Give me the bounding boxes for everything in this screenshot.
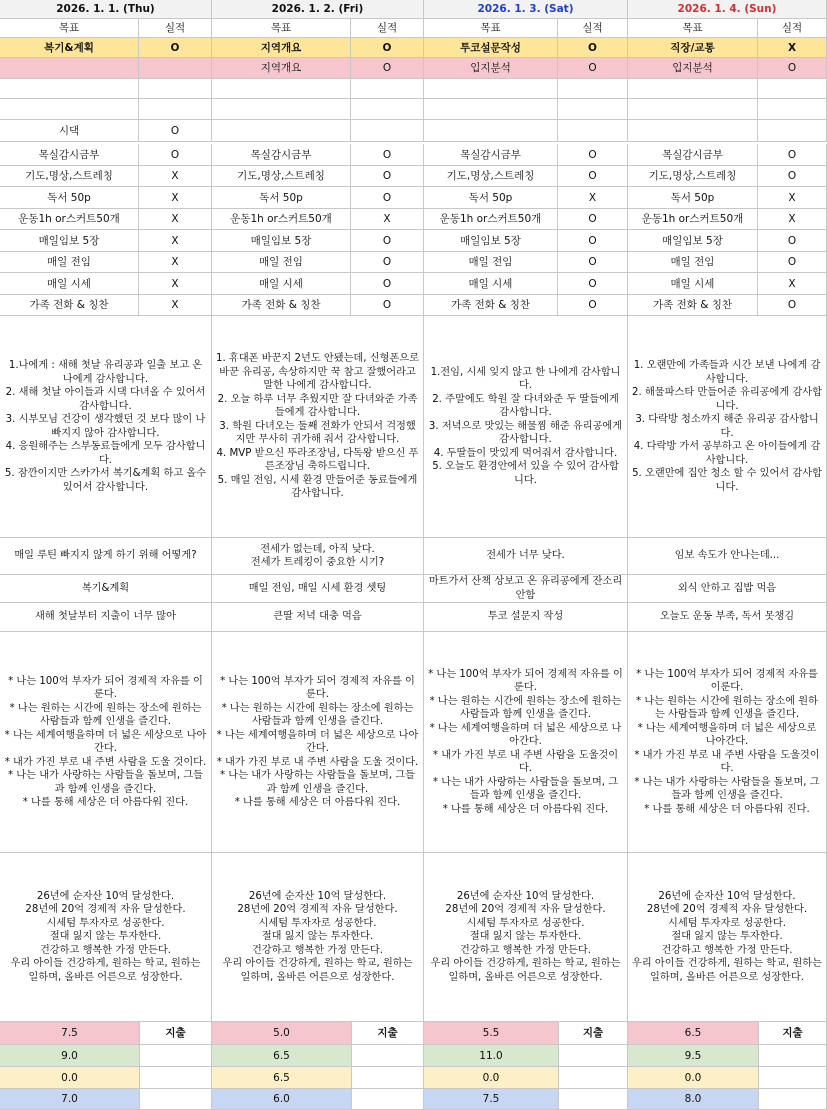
good-deed-cell[interactable]: 외식 안하고 집밥 먹음	[628, 575, 827, 603]
habit-name-cell[interactable]: 매일 전임	[212, 252, 351, 273]
value-green-cell[interactable]: 9.0	[0, 1045, 140, 1067]
gratitude-cell[interactable]: 1. 오랜만에 가족들과 시간 보낸 나에게 감사합니다. 2. 해물파스타 만들어준 유리공에게 감사합니다. 3. 다락방 청소까지 해준 유리공 감사합니다. 4. 다락방 가서 공부하고 온 아이들에게 감사합니다. 5. 오랜만에 집안 청소 할 수 있어서 감사합니다.	[628, 316, 827, 538]
value-blue-cell[interactable]: 7.0	[0, 1089, 140, 1110]
habit-result-cell[interactable]: O	[558, 273, 628, 295]
extra-goal-cell[interactable]	[212, 120, 351, 142]
empty-goal-cell[interactable]	[212, 79, 351, 99]
habit-result-cell[interactable]: X	[139, 187, 212, 209]
habit-name-cell[interactable]: 독서 50p	[212, 187, 351, 209]
goal-column-header[interactable]: 목표	[424, 19, 558, 38]
habit-name-cell[interactable]: 매일임보 5장	[0, 230, 139, 252]
value-green-cell[interactable]: 6.5	[212, 1045, 352, 1067]
sub-result-cell[interactable]: O	[351, 58, 424, 79]
good-deed-cell[interactable]: 마트가서 산책 상보고 온 유리공에게 잔소리 안함	[424, 575, 628, 603]
score-cell[interactable]: 5.5	[424, 1022, 559, 1045]
result-column-header[interactable]: 실적	[351, 19, 424, 38]
goal-column-header[interactable]: 목표	[628, 19, 758, 38]
habit-result-cell[interactable]: O	[558, 144, 628, 166]
improvement-cell[interactable]: 오늘도 운동 부족, 독서 못챙김	[628, 603, 827, 632]
spend-label-cell[interactable]: 지출	[140, 1022, 212, 1045]
habit-name-cell[interactable]: 기도,명상,스트레칭	[0, 166, 139, 187]
main-result-cell[interactable]: O	[558, 38, 628, 58]
date-header[interactable]: 2026. 1. 1. (Thu)	[0, 0, 212, 19]
date-header[interactable]: 2026. 1. 2. (Fri)	[212, 0, 424, 19]
result-column-header[interactable]: 실적	[758, 19, 827, 38]
spend-label-cell[interactable]: 지출	[759, 1022, 827, 1045]
empty-cell[interactable]	[140, 1067, 212, 1089]
habit-result-cell[interactable]: O	[758, 252, 827, 273]
habit-result-cell[interactable]: X	[758, 273, 827, 295]
habit-name-cell[interactable]: 매일임보 5장	[424, 230, 558, 252]
vision-cell[interactable]: 26년에 순자산 10억 달성한다. 28년에 20억 경제적 자유 달성한다. 시세텀 투자자로 성공한다. 절대 잃지 않는 투자한다. 건강하고 행복한 가정 만든다. 우리 아이들 건강하게, 원하는 학교, 원하는 일하며, 올바른 어른으로 성장한다.	[212, 853, 424, 1022]
habit-result-cell[interactable]: O	[758, 144, 827, 166]
habit-result-cell[interactable]: O	[558, 252, 628, 273]
empty-goal-cell[interactable]	[628, 99, 758, 120]
sub-goal-cell[interactable]: 입지분석	[424, 58, 558, 79]
reflection-cell[interactable]: 임보 속도가 안나는데...	[628, 538, 827, 575]
extra-goal-cell[interactable]: 시댁	[0, 120, 139, 142]
habit-name-cell[interactable]: 운동1h or스커트50개	[424, 209, 558, 230]
reflection-cell[interactable]: 전세가 너무 낮다.	[424, 538, 628, 575]
gratitude-cell[interactable]: 1.나에게 : 새해 첫날 유리공과 일출 보고 온 나에게 감사합니다. 2. 새해 첫날 아이들과 시댁 다녀올 수 있어서 감사합니다. 3. 시부모님 건강이 생각했던 것 보다 많이 나빠지지 않아 감사합니다. 4. 응원해주는 스부동료들에게 모두 감사합니다. 5. 잠깐이지만 스카가서 복기&계획 하고 올수 있어서 감사합니다.	[0, 316, 212, 538]
empty-cell[interactable]	[759, 1067, 827, 1089]
habit-name-cell[interactable]: 매일 시세	[0, 273, 139, 295]
reflection-cell[interactable]: 매일 루틴 빠지지 않게 하기 위해 어떻게?	[0, 538, 212, 575]
extra-result-cell[interactable]	[558, 120, 628, 142]
habit-name-cell[interactable]: 매일 시세	[212, 273, 351, 295]
vision-cell[interactable]: 26년에 순자산 10억 달성한다. 28년에 20억 경제적 자유 달성한다. 시세텀 투자자로 성공한다. 절대 잃지 않는 투자한다. 건강하고 행복한 가정 만든다. 우리 아이들 건강하게, 원하는 학교, 원하는 일하며, 올바른 어른으로 성장한다.	[628, 853, 827, 1022]
habit-name-cell[interactable]: 독서 50p	[424, 187, 558, 209]
value-green-cell[interactable]: 9.5	[628, 1045, 759, 1067]
habit-name-cell[interactable]: 목실감시금부	[628, 144, 758, 166]
sub-goal-cell[interactable]: 지역개요	[212, 58, 351, 79]
main-result-cell[interactable]: X	[758, 38, 827, 58]
main-goal-cell[interactable]: 직장/교통	[628, 38, 758, 58]
habit-result-cell[interactable]: O	[758, 166, 827, 187]
habit-name-cell[interactable]: 가족 전화 & 칭찬	[0, 295, 139, 316]
main-goal-cell[interactable]: 투코설문작성	[424, 38, 558, 58]
habit-name-cell[interactable]: 매일 시세	[424, 273, 558, 295]
habit-name-cell[interactable]: 운동1h or스커트50개	[628, 209, 758, 230]
empty-goal-cell[interactable]	[212, 99, 351, 120]
vision-cell[interactable]: 26년에 순자산 10억 달성한다. 28년에 20억 경제적 자유 달성한다. 시세텀 투자자로 성공한다. 절대 잃지 않는 투자한다. 건강하고 행복한 가정 만든다. 우리 아이들 건강하게, 원하는 학교, 원하는 일하며, 올바른 어른으로 성장한다.	[0, 853, 212, 1022]
habit-result-cell[interactable]: X	[139, 166, 212, 187]
habit-name-cell[interactable]: 가족 전화 & 칭찬	[212, 295, 351, 316]
habit-name-cell[interactable]: 운동1h or스커트50개	[212, 209, 351, 230]
empty-cell[interactable]	[759, 1045, 827, 1067]
value-yellow-cell[interactable]: 0.0	[424, 1067, 559, 1089]
sub-result-cell[interactable]	[139, 58, 212, 79]
main-goal-cell[interactable]: 복기&계획	[0, 38, 139, 58]
habit-name-cell[interactable]: 기도,명상,스트레칭	[212, 166, 351, 187]
score-cell[interactable]: 5.0	[212, 1022, 352, 1045]
habit-result-cell[interactable]: X	[758, 209, 827, 230]
extra-result-cell[interactable]	[351, 120, 424, 142]
empty-result-cell[interactable]	[558, 99, 628, 120]
improvement-cell[interactable]: 큰딸 저녁 대충 먹음	[212, 603, 424, 632]
habit-result-cell[interactable]: O	[351, 273, 424, 295]
empty-result-cell[interactable]	[558, 79, 628, 99]
goal-column-header[interactable]: 목표	[212, 19, 351, 38]
habit-name-cell[interactable]: 가족 전화 & 칭찬	[628, 295, 758, 316]
habit-result-cell[interactable]: O	[558, 166, 628, 187]
value-yellow-cell[interactable]: 6.5	[212, 1067, 352, 1089]
empty-result-cell[interactable]	[758, 99, 827, 120]
gratitude-cell[interactable]: 1.전임, 시세 잊지 않고 한 나에게 감사합니다. 2. 주말에도 학원 잘 다녀와준 두 딸들에게 감사합니다. 3. 저녁으로 맛있는 해물찜 해준 유리공에게 감사합니다. 4. 두딸들이 맛있게 먹어줘서 감사합니다. 5. 오늘도 환경안에서 있을 수 있어 감사합니다.	[424, 316, 628, 538]
extra-result-cell[interactable]: O	[139, 120, 212, 142]
empty-goal-cell[interactable]	[628, 79, 758, 99]
habit-result-cell[interactable]: X	[139, 273, 212, 295]
sub-result-cell[interactable]: O	[558, 58, 628, 79]
sub-goal-cell[interactable]: 입지분석	[628, 58, 758, 79]
sub-result-cell[interactable]: O	[758, 58, 827, 79]
empty-goal-cell[interactable]	[424, 79, 558, 99]
empty-goal-cell[interactable]	[0, 79, 139, 99]
empty-cell[interactable]	[352, 1089, 424, 1110]
empty-cell[interactable]	[352, 1045, 424, 1067]
empty-cell[interactable]	[559, 1067, 628, 1089]
score-cell[interactable]: 7.5	[0, 1022, 140, 1045]
habit-result-cell[interactable]: O	[351, 252, 424, 273]
affirmation-cell[interactable]: * 나는 100억 부자가 되어 경제적 자유를 이룬다. * 나는 원하는 시간에 원하는 장소에 원하는 사람들과 함께 인생을 즐긴다. * 나는 세계여행을하며 더 넓은 세상으로 나아간다. * 내가 가진 부로 내 주변 사람을 도울 것이다. * 나는 내가 사랑하는 사람들을 돌보며, 그들과 함께 인생을 즐긴다. * 나를 통해 세상은 더 아름다워 진다.	[212, 632, 424, 853]
habit-name-cell[interactable]: 매일임보 5장	[628, 230, 758, 252]
extra-goal-cell[interactable]	[628, 120, 758, 142]
habit-name-cell[interactable]: 기도,명상,스트레칭	[628, 166, 758, 187]
spend-label-cell[interactable]: 지출	[559, 1022, 628, 1045]
affirmation-cell[interactable]: * 나는 100억 부자가 되어 경제적 자유를 이룬다. * 나는 원하는 시간에 원하는 장소에 원하는 사람들과 함께 인생을 즐긴다. * 나는 세계여행을하며 더 넓은 세상으로 나아간다. * 내가 가진 부로 내 주변 사람을 도울 것이다. * 나는 내가 사랑하는 사람들을 돌보며, 그들과 함께 인생을 즐긴다. * 나를 통해 세상은 더 아름다워 진다.	[0, 632, 212, 853]
habit-name-cell[interactable]: 목실감시금부	[212, 144, 351, 166]
date-header[interactable]: 2026. 1. 3. (Sat)	[424, 0, 628, 19]
value-blue-cell[interactable]: 7.5	[424, 1089, 559, 1110]
empty-goal-cell[interactable]	[424, 99, 558, 120]
habit-result-cell[interactable]: X	[139, 230, 212, 252]
habit-name-cell[interactable]: 매일임보 5장	[212, 230, 351, 252]
habit-result-cell[interactable]: O	[558, 209, 628, 230]
main-goal-cell[interactable]: 지역개요	[212, 38, 351, 58]
empty-result-cell[interactable]	[139, 99, 212, 120]
habit-name-cell[interactable]: 목실감시금부	[0, 144, 139, 166]
main-result-cell[interactable]: O	[139, 38, 212, 58]
value-blue-cell[interactable]: 6.0	[212, 1089, 352, 1110]
affirmation-cell[interactable]: * 나는 100억 부자가 되어 경제적 자유를 이룬다. * 나는 원하는 시간에 원하는 장소에 원하는 사람들과 함께 인생을 즐긴다. * 나는 세계여행을하며 더 넓은 세상으로 나아간다. * 내가 가진 부로 내 주변 사람을 도울것이다. * 나는 내가 사랑하는 사람들을 돌보며, 그들과 함께 인생을 즐긴다. * 나를 통해 세상은 더 아름다워 진다.	[628, 632, 827, 853]
spend-label-cell[interactable]: 지출	[352, 1022, 424, 1045]
empty-result-cell[interactable]	[351, 99, 424, 120]
empty-cell[interactable]	[352, 1067, 424, 1089]
habit-result-cell[interactable]: O	[351, 230, 424, 252]
value-yellow-cell[interactable]: 0.0	[0, 1067, 140, 1089]
result-column-header[interactable]: 실적	[558, 19, 628, 38]
improvement-cell[interactable]: 투코 설문지 작성	[424, 603, 628, 632]
empty-cell[interactable]	[140, 1045, 212, 1067]
empty-result-cell[interactable]	[351, 79, 424, 99]
habit-result-cell[interactable]: O	[758, 295, 827, 316]
habit-result-cell[interactable]: O	[139, 144, 212, 166]
habit-result-cell[interactable]: X	[558, 187, 628, 209]
empty-cell[interactable]	[559, 1045, 628, 1067]
date-header[interactable]: 2026. 1. 4. (Sun)	[628, 0, 827, 19]
habit-name-cell[interactable]: 매일 전임	[628, 252, 758, 273]
habit-name-cell[interactable]: 가족 전화 & 칭찬	[424, 295, 558, 316]
extra-goal-cell[interactable]	[424, 120, 558, 142]
habit-result-cell[interactable]: O	[558, 230, 628, 252]
habit-result-cell[interactable]: X	[139, 252, 212, 273]
habit-name-cell[interactable]: 운동1h or스커트50개	[0, 209, 139, 230]
empty-cell[interactable]	[559, 1089, 628, 1110]
vision-cell[interactable]: 26년에 순자산 10억 달성한다. 28년에 20억 경제적 자유 달성한다. 시세텀 투자자로 성공한다. 절대 잃지 않는 투자한다. 건강하고 행복한 가정 만든다. 우리 아이들 건강하게, 원하는 학교, 원하는 일하며, 올바른 어른으로 성장한다.	[424, 853, 628, 1022]
result-column-header[interactable]: 실적	[139, 19, 212, 38]
empty-cell[interactable]	[759, 1089, 827, 1110]
empty-result-cell[interactable]	[758, 79, 827, 99]
extra-result-cell[interactable]	[758, 120, 827, 142]
habit-result-cell[interactable]: O	[351, 295, 424, 316]
gratitude-cell[interactable]: 1. 휴대폰 바꾼지 2년도 안됐는데, 신형폰으로 바꾼 유리공, 속상하지만 꾹 참고 잘했어라고 말한 나에게 감사합니다. 2. 오늘 하루 너무 추웠지만 잘 다녀와준 가족들에게 감사합니다. 3. 학원 다녀오는 둘째 전화가 안되서 걱정했지만 무사히 귀가해 줘서 감사합니다. 4. MVP 받으신 뚜라조장님, 다독왕 받으신 푸른조장님 축하드립니다. 5. 매일 전임, 시세 환경 만들어준 동료들에게 감사합니다.	[212, 316, 424, 538]
empty-cell[interactable]	[140, 1089, 212, 1110]
goal-column-header[interactable]: 목표	[0, 19, 139, 38]
improvement-cell[interactable]: 새해 첫날부터 지출이 너무 많아	[0, 603, 212, 632]
score-cell[interactable]: 6.5	[628, 1022, 759, 1045]
habit-name-cell[interactable]: 매일 전임	[424, 252, 558, 273]
habit-name-cell[interactable]: 독서 50p	[0, 187, 139, 209]
good-deed-cell[interactable]: 복기&계획	[0, 575, 212, 603]
good-deed-cell[interactable]: 매일 전임, 매일 시세 환경 셋팅	[212, 575, 424, 603]
habit-result-cell[interactable]: O	[351, 166, 424, 187]
main-result-cell[interactable]: O	[351, 38, 424, 58]
habit-result-cell[interactable]: O	[351, 144, 424, 166]
habit-name-cell[interactable]: 매일 전임	[0, 252, 139, 273]
habit-result-cell[interactable]: X	[758, 187, 827, 209]
habit-name-cell[interactable]: 매일 시세	[628, 273, 758, 295]
habit-result-cell[interactable]: O	[351, 187, 424, 209]
affirmation-cell[interactable]: * 나는 100억 부자가 되어 경제적 자유를 이룬다. * 나는 원하는 시간에 원하는 장소에 원하는 사람들과 함께 인생을 즐긴다. * 나는 세계여행을하며 더 넓은 세상으로 나아간다. * 내가 가진 부로 내 주변 사람을 도울것이다. * 나는 내가 사랑하는 사람들을 돌보며, 그들과 함께 인생을 즐긴다. * 나를 통해 세상은 더 아름다워 진다.	[424, 632, 628, 853]
value-green-cell[interactable]: 11.0	[424, 1045, 559, 1067]
habit-result-cell[interactable]: X	[139, 295, 212, 316]
habit-name-cell[interactable]: 기도,명상,스트레칭	[424, 166, 558, 187]
sub-goal-cell[interactable]	[0, 58, 139, 79]
habit-result-cell[interactable]: O	[558, 295, 628, 316]
reflection-cell[interactable]: 전세가 없는데, 아직 낮다. 전세가 트레킹이 중요한 시기?	[212, 538, 424, 575]
empty-goal-cell[interactable]	[0, 99, 139, 120]
habit-name-cell[interactable]: 독서 50p	[628, 187, 758, 209]
empty-result-cell[interactable]	[139, 79, 212, 99]
habit-result-cell[interactable]: O	[758, 230, 827, 252]
habit-name-cell[interactable]: 목실감시금부	[424, 144, 558, 166]
value-yellow-cell[interactable]: 0.0	[628, 1067, 759, 1089]
habit-result-cell[interactable]: X	[351, 209, 424, 230]
value-blue-cell[interactable]: 8.0	[628, 1089, 759, 1110]
habit-result-cell[interactable]: X	[139, 209, 212, 230]
